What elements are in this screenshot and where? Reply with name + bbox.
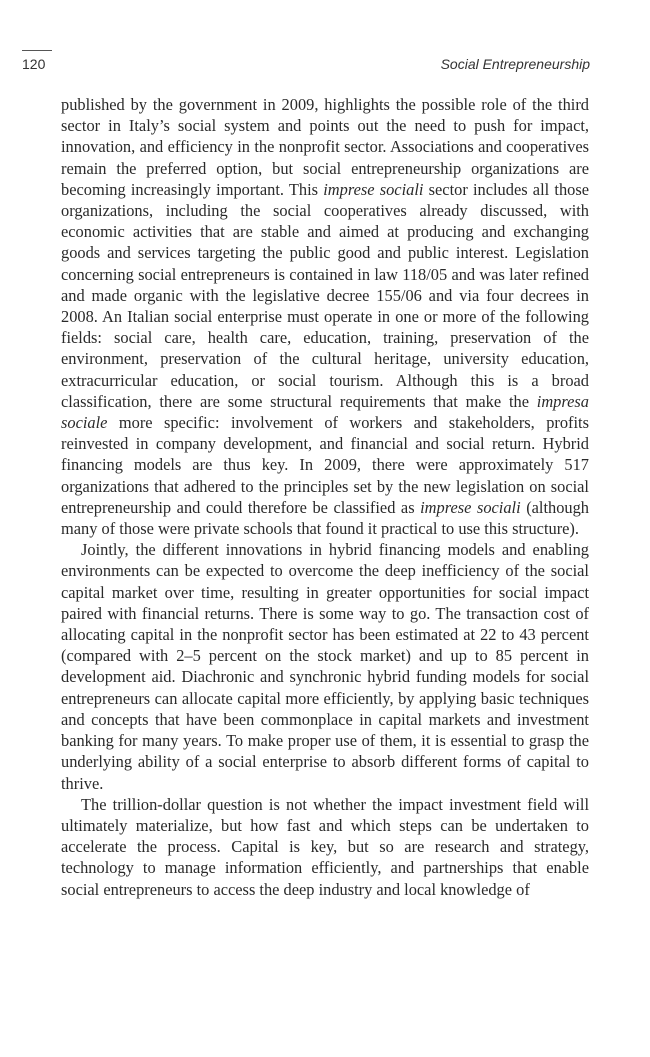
- running-title: Social Entrepreneurship: [440, 56, 590, 72]
- body-text: [61, 94, 589, 900]
- italic-term: imprese sociali: [323, 179, 424, 199]
- text-segment: The trillion-dollar question is not whether the impact investment field will ultimately materialize, but how fast and which steps can be undertaken to accelerate the process. Capital is key, but so are research and strategy, technology to manage information efficiently, and partnerships that enable social entrepreneurs to access the deep industry and local knowledge of: [61, 794, 589, 899]
- paragraph-1: [61, 94, 589, 539]
- italic-term: imprese sociali: [420, 497, 521, 517]
- text-segment: more specific: involvement of workers and stakeholders, profits reinvested in company development, and financial and social return. Hybrid financing models are thus key. In 2009, there were approximately 517 organizations that adhered to the principles set by the new legislation on social entrepreneurship and could therefore be classified as: [61, 413, 589, 517]
- text-segment: Jointly, the different innovations in hybrid financing models and enabling environments can be expected to overcome the deep inefficiency of the social capital market over time, resulting in greater opportunities for social impact paired with financial returns. There is some way to go. The transaction cost of allocating capital in the nonprofit sector has been estimated at 22 to 43 percent (compared with 2–5 percent on the stock market) and up to 85 percent in development aid. Diachronic and synchronic hybrid funding models for social entrepreneurs can allocate capital more efficiently, by applying basic techniques and concepts that have been commonplace in capital markets and investment banking for many years. To make proper use of them, it is essential to grasp the underlying ability of a social enterprise to absorb different forms of capital to thrive.: [61, 540, 589, 793]
- paragraph-3: [61, 794, 589, 900]
- text-segment: sector includes all those organizations, including the social cooperatives already discussed, with economic activities that are stable and aimed at producing and exchanging goods and services targeting the public good and public interest. Legislation concerning social entrepreneurs is contained in law 118/05 and was later refined and made organic with the legislative decree 155/06 and via four decrees in 2008. An Italian social enterprise must operate in one or more of the following fields: social care, health care, education, training, preservation of the environment, preservation of the cultural heritage, university education, extracurricular education, or social tourism. Although this is a broad classification, there are some structural requirements that make the: [61, 179, 589, 411]
- page-number: 120: [22, 56, 46, 72]
- text-segment: (although many of those were private schools that found it practical to use this structure).: [61, 497, 590, 539]
- header-rule: [22, 50, 52, 51]
- italic-term: impresa sociale: [61, 391, 589, 433]
- text-segment: published by the government in 2009, highlights the possible role of the third sector in Italy’s social system and points out the need to push for impact, innovation, and efficiency in the nonprofit sector. Associations and cooperatives remain the preferred option, but social entrepreneurship organizations are becoming increasingly important. This: [61, 95, 589, 199]
- paragraph-2: [61, 539, 589, 793]
